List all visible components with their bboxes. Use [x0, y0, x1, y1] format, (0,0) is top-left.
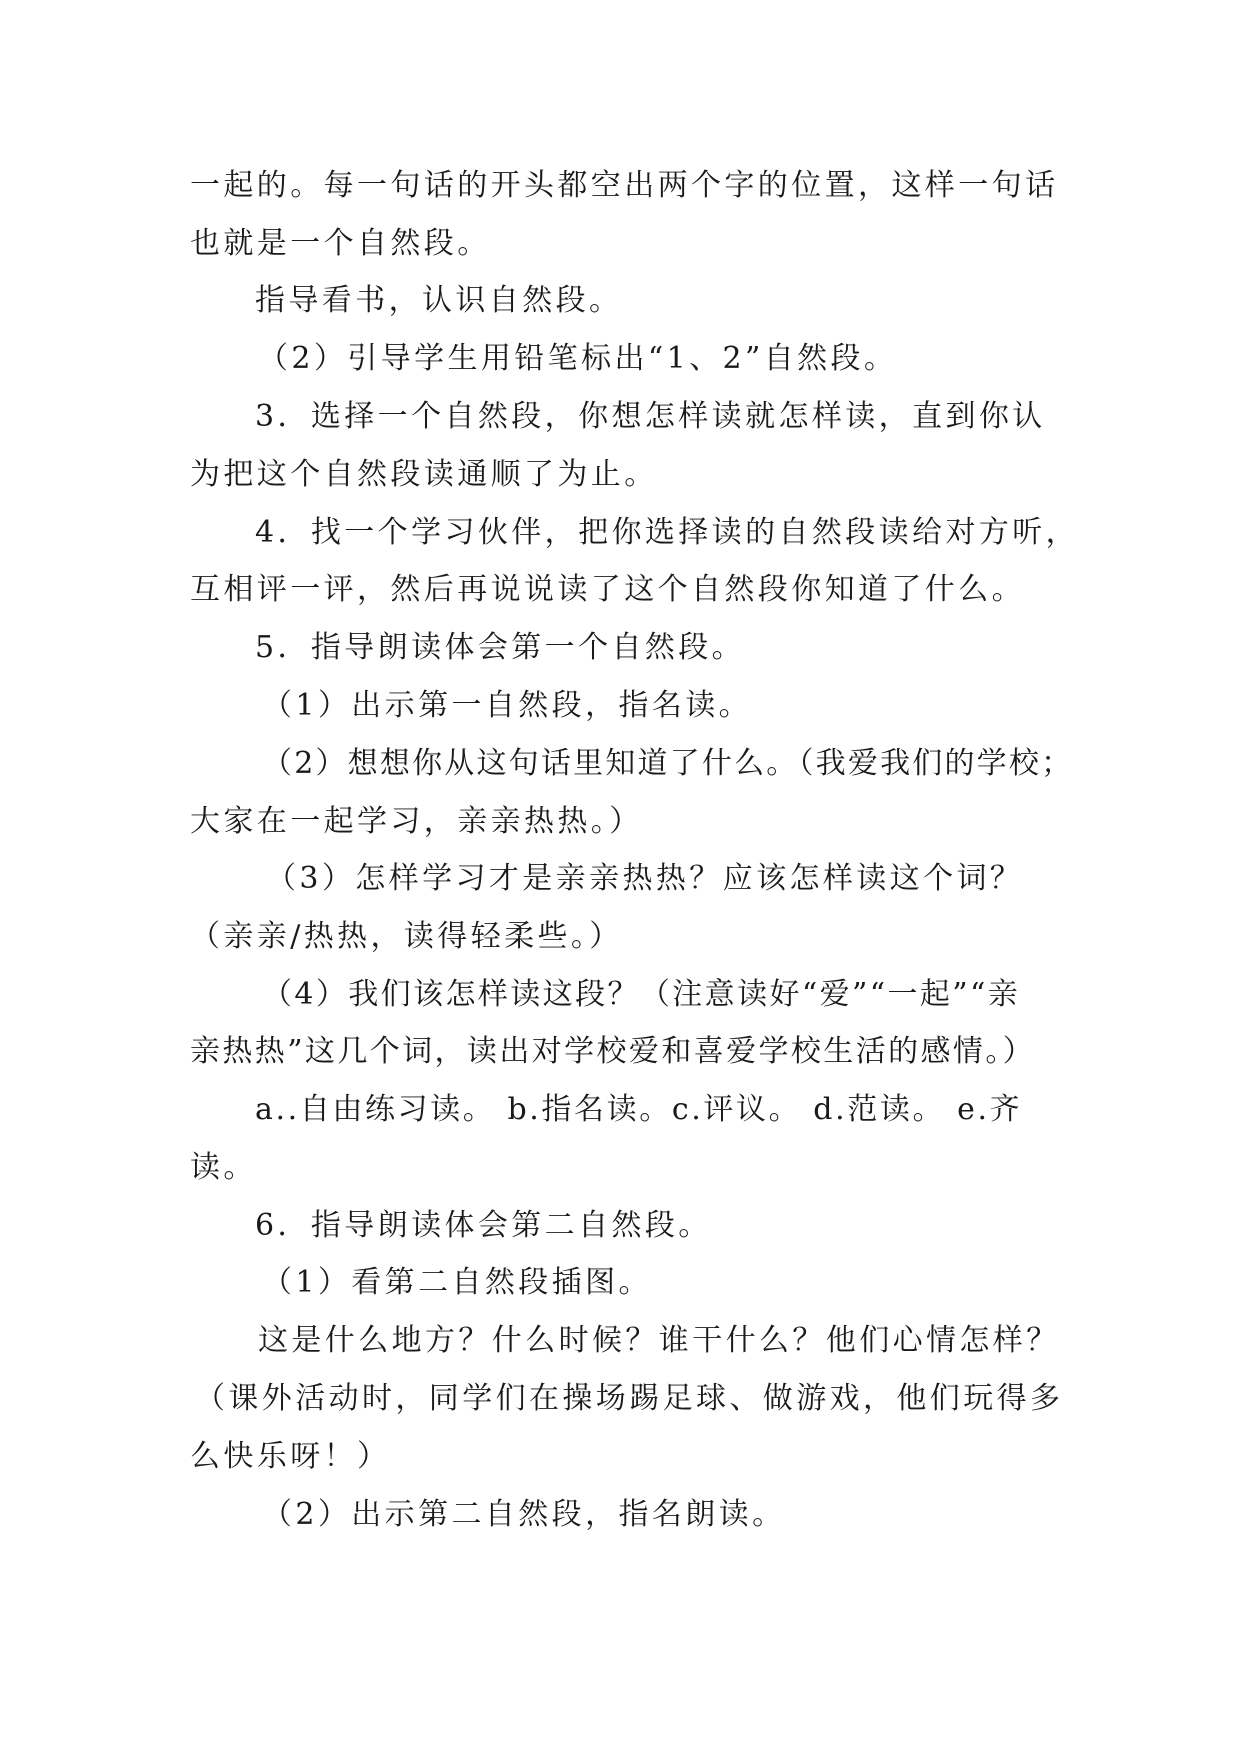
text-line: 4．找一个学习伙伴，把你选择读的自然段读给对方听，	[255, 515, 1080, 550]
text-line: 一起的。每一句话的开头都空出两个字的位置，这样一句话	[190, 168, 1059, 203]
text-line: 3．选择一个自然段，你想怎样读就怎样读，直到你认	[255, 399, 1046, 434]
text-line: （1）出示第一自然段，指名读。	[262, 688, 753, 723]
text-line: （2）引导学生用铅笔标出“1、2”自然段。	[258, 341, 898, 376]
text-line: 为把这个自然段读通顺了为止。	[190, 457, 658, 492]
text-line: （4）我们该怎样读这段？（注意读好“爱”“一起”“亲	[262, 977, 1021, 1012]
text-line: （2）出示第二自然段，指名朗读。	[262, 1497, 786, 1532]
text-line: （亲亲/热热，读得轻柔些。）	[190, 919, 623, 954]
text-line: a..自由练习读。 b.指名读。c.评议。 d.范读。 e.齐	[255, 1092, 1023, 1127]
text-line: （课外活动时，同学们在操场踢足球、做游戏，他们玩得多	[195, 1381, 1064, 1416]
text-line: （3）怎样学习才是亲亲热热？应该怎样读这个词？	[266, 861, 1024, 896]
text-line: 大家在一起学习，亲亲热热。）	[190, 804, 643, 839]
text-line: 5．指导朗读体会第一个自然段。	[255, 630, 746, 665]
text-line: 也就是一个自然段。	[190, 226, 491, 261]
text-line: （2）想想你从这句话里知道了什么。（我爱我们的学校；	[262, 746, 1074, 781]
text-line: 6．指导朗读体会第二自然段。	[255, 1208, 712, 1243]
text-line: （1）看第二自然段插图。	[262, 1265, 652, 1300]
text-line: 这是什么地方？什么时候？谁干什么？他们心情怎样？	[258, 1323, 1060, 1358]
text-line: 指导看书，认识自然段。	[255, 283, 623, 318]
text-line: 读。	[190, 1150, 257, 1185]
text-line: 么快乐呀！）	[190, 1439, 391, 1474]
text-line: 互相评一评，然后再说说读了这个自然段你知道了什么。	[190, 572, 1025, 607]
text-line: 亲热热”这几个词，读出对学校爱和喜爱学校生活的感情。）	[190, 1034, 1036, 1069]
